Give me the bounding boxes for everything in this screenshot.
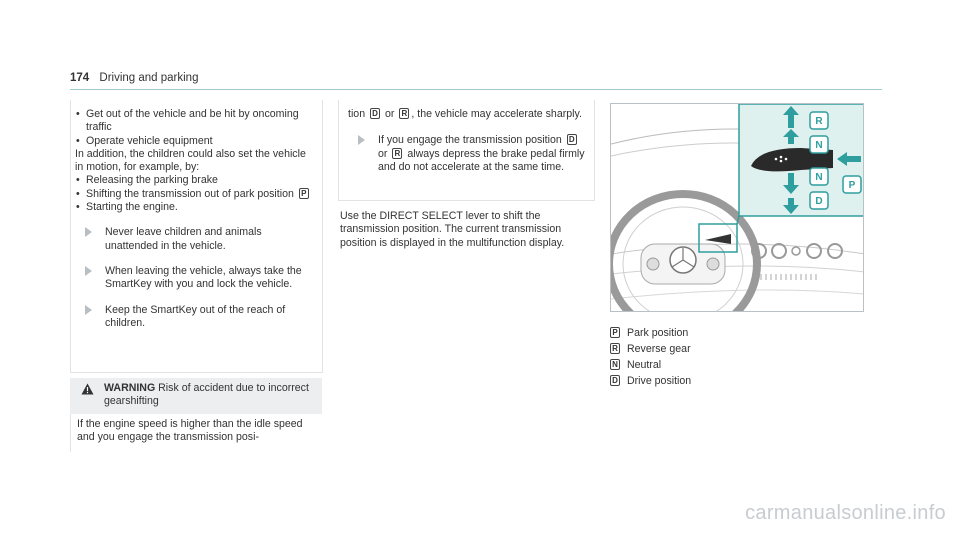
warning-header [70,378,322,414]
key-r-icon: R [610,343,620,354]
list-item: • Shifting the transmission out of park position P [75,188,315,201]
note: Never leave children and animals unattended in the vehicle. [75,226,315,253]
warning-title: WARNING Risk of accident due to incorrect gearshifting [104,382,309,408]
key-n-icon: N [610,359,620,370]
list-item: • Releasing the parking brake [75,174,315,187]
column2-top [348,108,586,174]
arrow-icon [358,135,365,145]
key-r-icon: R [392,148,402,159]
key-p-icon: P [610,327,620,338]
legend-item: R Reverse gear [610,341,691,357]
figure-label-n-down: N [815,172,823,183]
arrow-icon [85,266,92,276]
note: Keep the SmartKey out of the reach of children. [75,304,315,331]
arrow-icon [85,227,92,237]
list-item: • Operate vehicle equipment [75,135,315,148]
legend-item: P Park position [610,325,691,341]
direct-select-paragraph: Use the DIRECT SELECT lever to shift the transmission position. The current transmission position is displayed in the multifunction display. [340,210,565,249]
key-d-icon: D [567,134,577,145]
list-item: • Get out of the vehicle and be hit by oncoming traffic [75,108,315,135]
key-p-icon: P [299,188,309,199]
figure-label-n-up: N [815,140,823,151]
page-header [70,72,198,84]
key-r-icon: R [399,108,409,119]
legend-item: D Drive position [610,373,691,389]
cockpit-illustration [611,104,864,312]
note: When leaving the vehicle, always take the SmartKey with you and lock the vehicle. [75,265,315,292]
warning-continuation: tion D or R , the vehicle may accelerate sharply. [348,108,582,120]
watermark-link[interactable]: carmanualsonline.info [745,502,946,524]
key-d-icon: D [370,108,380,119]
direct-select-figure [610,103,864,312]
note: If you engage the transmission position D or R always depress the brake pedal firmly and do not accelerate at the same time. [348,134,586,174]
list-item: • Starting the engine. [75,201,315,214]
header-divider [70,89,882,90]
figure-label-r: R [815,116,823,127]
figure-legend [610,325,691,389]
chapter-title: Driving and parking [99,72,199,84]
figure-label-d: D [815,196,823,207]
legend-item: N Neutral [610,357,691,373]
intro-paragraph: In addition, the children could also set the vehicle in motion, for example, by: [75,147,306,174]
arrow-icon [85,305,92,315]
figure-label-p: P [848,180,856,191]
warning-body: If the engine speed is higher than the idle speed and you engage the transmission posi- [77,418,303,444]
page-number: 174 [70,72,90,84]
key-d-icon: D [610,375,620,386]
column1 [75,108,315,330]
warning-triangle-icon [81,383,94,395]
warning-divider [70,414,71,452]
